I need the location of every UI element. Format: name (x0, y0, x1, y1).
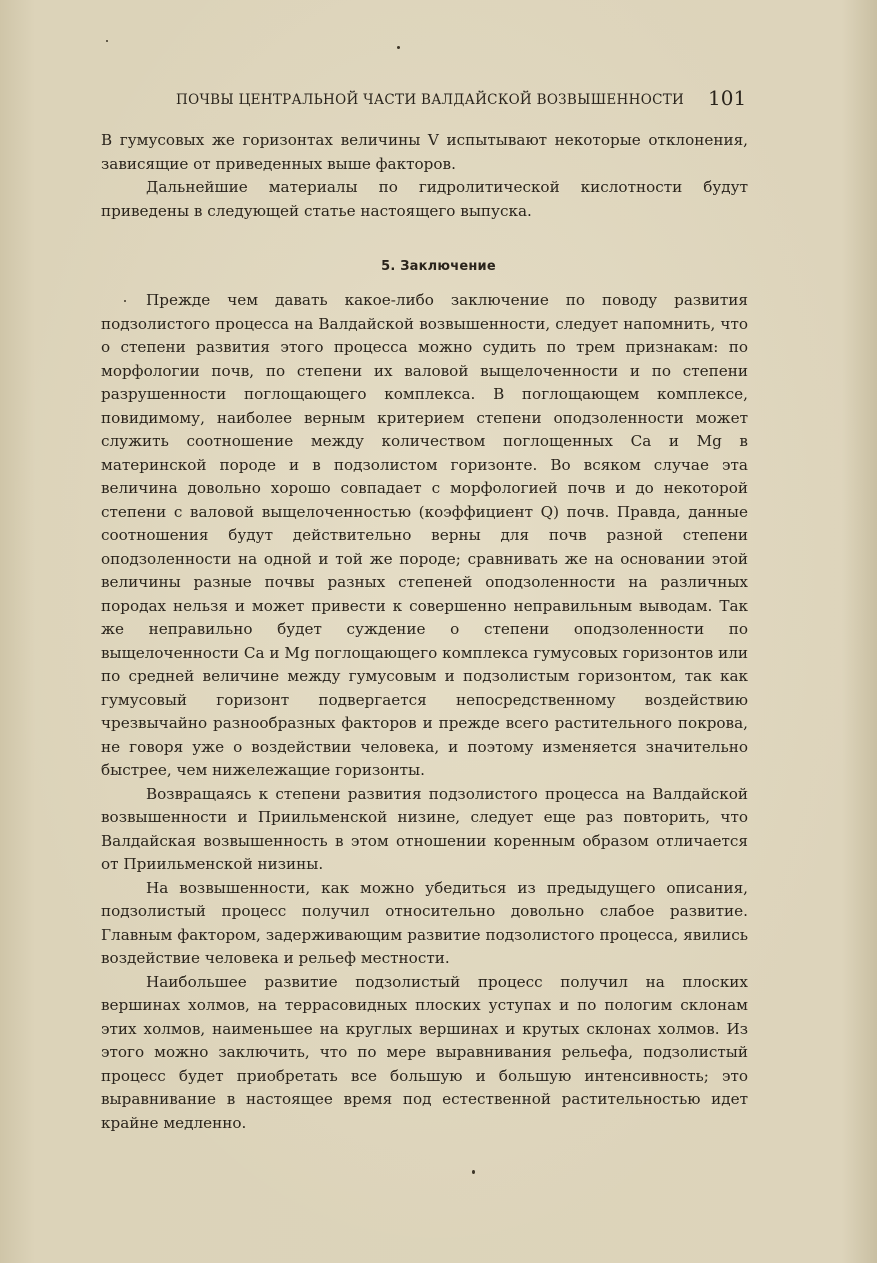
paper-speck (106, 40, 108, 42)
paper-speck (472, 1170, 475, 1174)
paragraph: В гумусовых же горизонтах величины V испытывают некоторые отклонения, зависящие от приведенных выше факторов. (101, 131, 748, 173)
paragraph: Прежде чем давать какое-либо заключение по поводу развития подзолистого процесса на Валдайской возвышенности, следует напомнить, что о степени развития этого процесса можно судить по трем признакам: по морфологии почв, по степени их валовой выщелоченности и по степени разрушенности поглощающего комплекса. В поглощающем комплексе, повидимому, наиболее верным критерием степени оподзоленности может служить соотношение между количеством поглощенных Ca и Mg в материнской породе и в подзолистом горизонте. Во всяком случае эта величина довольно хорошо совпадает с морфологией почв и до некоторой степени с валовой выщелоченностью (коэффициент Q) почв. Правда, данные соотношения будут действительно верны для почв разной степени оподзоленности на одной и той же породе; сравнивать же на основании этой величины разные почвы разных степеней оподзоленности на различных породах нельзя и может привести к совершенно неправильным выводам. Так же неправильно будет суждение о степени оподзоленности по выщелоченности Ca и Mg поглощающего комплекса гумусовых горизонтов или по средней величине между гумусовым и подзолистым горизонтом, так как гумусовый горизонт подвергается непосредственному воздействию чрезвычайно разнообразных факторов и прежде всего растительного покрова, не говоря уже о воздействии человека, и поэтому изменяется значительно быстрее, чем нижележащие горизонты. (101, 291, 748, 779)
paper-speck (124, 300, 126, 302)
page-number: 101 (708, 86, 747, 110)
conclusion-text (101, 289, 748, 1135)
paragraph: Наибольшее развитие подзолистый процесс получил на плоских вершинах холмов, на террасовидных плоских уступах и по пологим склонам этих холмов, наименьшее на круглых вершинах и крутых склонах холмов. Из этого можно заключить, что по мере выравнивания рельефа, подзолистый процесс будет приобретать все большую и большую интенсивность; это выравнивание в настоящее время под естественной растительностью идет крайне медленно. (101, 972, 748, 1132)
paragraph: Дальнейшие материалы по гидролитической кислотности будут приведены в следующей статье настоящего выпуска. (101, 178, 748, 220)
paragraph: На возвышенности, как можно убедиться из предыдущего описания, подзолистый процесс получил относительно довольно слабое развитие. Главным фактором, задерживающим развитие подзолистого процесса, явились воздействие человека и рельеф местности. (101, 878, 748, 967)
intro-text (101, 129, 748, 223)
paper-speck (397, 46, 400, 49)
running-title: ПОЧВЫ ЦЕНТРАЛЬНОЙ ЧАСТИ ВАЛДАЙСКОЙ ВОЗВЫШЕННОСТИ (176, 92, 685, 108)
section-heading: 5. Заключение (381, 259, 496, 274)
paragraph: Возвращаясь к степени развития подзолистого процесса на Валдайской возвышенности и Приильменской низине, следует еще раз повторить, что Валдайская возвышенность в этом отношении коренным образом отличается от Приильменской низины. (101, 784, 748, 873)
